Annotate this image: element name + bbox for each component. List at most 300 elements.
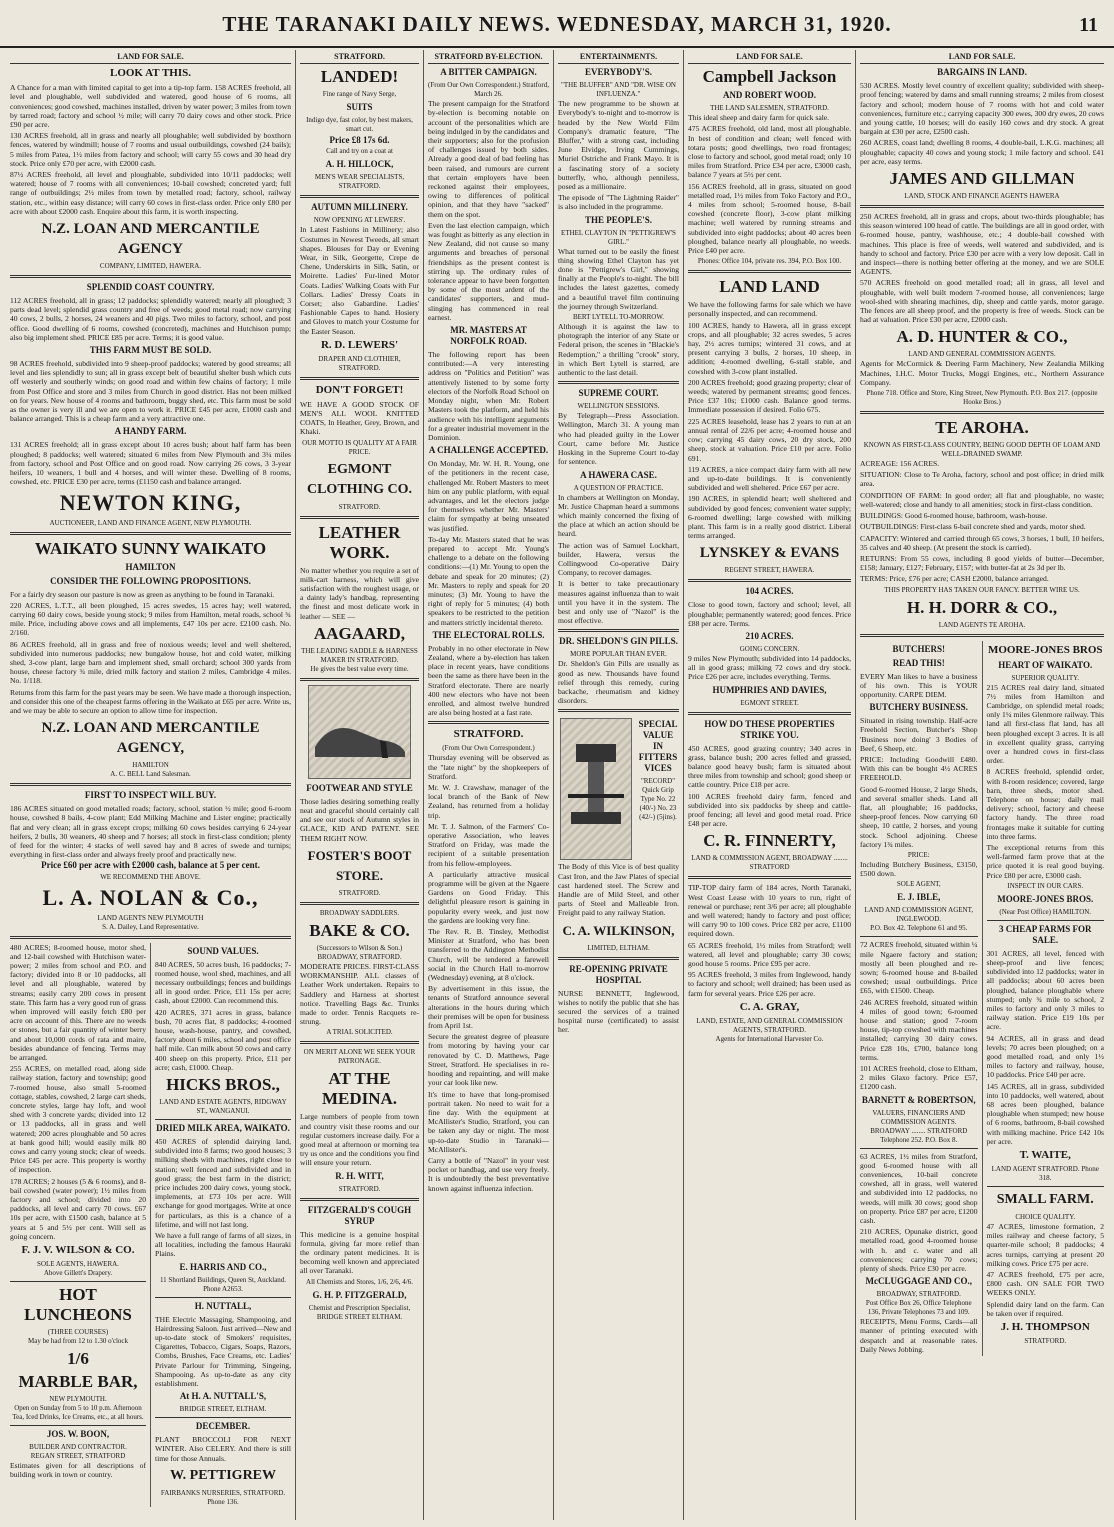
subheading: CHOICE QUALITY. xyxy=(1015,1213,1076,1222)
listing: 220 ACRES, L.T.T., all been ploughed, 15 acres swedes, 15 acres hay; well watered, carrying 60 dairy cows, beside young stock; 9 miles from Hamilton, metal roads, school ¾ mile. Price, including above cows and all implements, £47 10s per acre. £2100 cash. No. 2/160. xyxy=(10,600,291,638)
sub-column xyxy=(860,641,978,1357)
subheading: SUPERIOR QUALITY. xyxy=(1011,673,1080,682)
listing: OUTBUILDINGS: First-class 6-bail concrete shed and yards, motor shed. xyxy=(860,522,1086,532)
divider xyxy=(860,936,978,937)
text: All Chemists and Stores, 1/6, 2/6, 4/6. xyxy=(306,1277,413,1286)
heading: A HANDY FARM. xyxy=(114,426,187,437)
article-text: In chambers at Wellington on Monday, Mr. Justice Chapman heard a summons which mainly concerned the fixing of the place at which an action should be heard. xyxy=(558,492,679,539)
listing: SITUATION: Close to Te Aroha, factory, school and post office; in dried milk area. xyxy=(860,470,1104,489)
advertiser-sub: LIMITED, ELTHAM. xyxy=(587,943,650,952)
advertiser-sub: LAND & COMMISSION AGENT, BROADWAY ........ STRATFORD xyxy=(691,854,848,872)
listing: The exceptional returns from this well-farmed farm prove that at the price quoted it is real good buying. Price £80 per acre, £3000 cash. xyxy=(986,842,1104,880)
listing: 98 ACRES freehold, subdivided into 9 sheep-proof paddocks; watered by good streams; all level and lies splendidly to sun; all in grass except belt of beautiful shelter bush which cuts off westerly and southerly winds; on good road and within few chains of factory; 1 mile from Post Office and store and 3 miles from Church in good district. Has not been milked on for years. New house of 4 rooms and bathroom, buggy shed, etc. This farm must be sold as the owner is very ill and we are open to work it. PRICE £45 per acre, £1000 cash and balance arranged. This is a cheap farm and a very attractive one. xyxy=(10,359,291,424)
sub: Fine range of Navy Serge, xyxy=(322,90,397,99)
listing: 420 ACRES, 371 acres in grass, balance bush, 70 acres flat, 8 paddocks; 4-roomed house, wash-house, pantry, and cowshed, factory about 6 miles, school and post office half mile. Can milk about 50 cows and carry 400 sheep on this property. Price, £11 per acre; cash, £1000. Cheap. xyxy=(155,1007,291,1072)
shoe-illustration xyxy=(308,685,411,779)
advertiser-addr: REGAN STREET, STRATFORD xyxy=(30,1452,126,1461)
divider xyxy=(300,1198,419,1201)
phones: Phones: Office 104, private res. 394, P.O. Box 100. xyxy=(697,257,842,266)
listing: 94 ACRES, all in grass and dead levels; 70 acres been ploughed; on a good metalled road, and only 1½ miles to factory and railway, house, 10 paddocks. Price £40 per acre. xyxy=(986,1033,1104,1080)
rubric: LAND FOR SALE. xyxy=(860,50,1104,64)
agency-name: N.Z. LOAN AND MERCANTILE AGENCY xyxy=(41,221,260,258)
heading: FITZGERALD'S COUGH SYRUP xyxy=(307,1204,412,1226)
heading: LOOK AT THIS. xyxy=(109,67,191,80)
text: INSPECT IN OUR CARS. xyxy=(1007,881,1084,890)
text: ON MERIT ALONE WE SEEK YOUR PATRONAGE. xyxy=(303,1048,416,1066)
divider xyxy=(987,920,1105,921)
advertiser-sub: AUCTIONEER, LAND AND FINANCE AGENT, NEW PLYMOUTH. xyxy=(49,518,252,527)
text: Agents for McCormick & Deering Farm Machinery, New Zealandia Milking Machines, I.H.C. Motor Trucks, Moggi Engines, etc., Northern Assurance Company. xyxy=(860,359,1104,387)
text: This ideal sheep and dairy farm for quick sale. xyxy=(688,113,830,123)
advertiser-sub: SOLE AGENTS, HAWERA. xyxy=(37,1260,119,1269)
advertiser-name: MOORE-JONES BROS. xyxy=(997,893,1094,904)
advertiser-name: A. H. HILLOCK, xyxy=(325,159,394,170)
divider xyxy=(558,957,679,960)
subheading: BERT LYTELL TO-MORROW. xyxy=(572,313,665,322)
column-land-for-sale-left xyxy=(6,50,296,1520)
divider xyxy=(987,1186,1105,1187)
listing: 63 ACRES, 1½ miles from Stratford, good 6-roomed house with all conveniences, 10-bail concrete cowshed, all in grass, well watered and subdivided into 12 paddocks, no weeds, will milk 30 cows; good shop on property. Price £87 per acre, £1200 cash. xyxy=(860,1151,978,1226)
recommend: WE RECOMMEND THE ABOVE. xyxy=(100,872,201,881)
divider xyxy=(300,902,419,905)
heading: HEART OF WAIKATO. xyxy=(998,659,1093,670)
advertiser-sub: LAND, STOCK AND FINANCE AGENTS HAWERA xyxy=(904,192,1060,201)
text: Indigo dye, fast color, by best makers, smart cut. xyxy=(306,116,413,134)
divider xyxy=(860,634,1104,637)
heading: HOW DO THESE PROPERTIES STRIKE YOU. xyxy=(704,718,835,740)
listing: 8 ACRES freehold, splendid order, with 8-room residence; covered, large barn, three sheds, motor shed. Telephone on house; daily mail delivery; school, factory and cheese factory handy. The three road frontages make it suitable for cutting into three farms. xyxy=(986,767,1104,841)
listing: 9 miles New Plymouth; subdivided into 14 paddocks, all in good grass; milking 72 cows and dry stock. Price £26 per acre, includes everything. Terms. xyxy=(688,653,851,682)
advertiser-sub: Chemist and Prescription Specialist, BRIDGE STREET ELTHAM. xyxy=(308,1303,411,1321)
divider xyxy=(688,270,851,273)
divider xyxy=(300,1041,419,1044)
divider xyxy=(155,1417,291,1418)
listing: 72 ACRES freehold, situated within ¼ mile Ngaere factory and station; mostly all been ploughed and re-sown; 6-roomed house and 8-bailed cowshed; usual outbuildings. Price £65, with £1500. Cheap. xyxy=(860,940,978,996)
text: "RECORD" Quick Grip Type No. 22 (40/-) No. 23 (42/-) (5jins). xyxy=(639,777,677,822)
advertiser-sub: (Successors to Wilson & Son.) BROADWAY, STRATFORD. xyxy=(316,943,403,961)
divider xyxy=(10,275,291,278)
heading: THE PEOPLE'S. xyxy=(584,214,653,225)
subheading: GOING CONCERN. xyxy=(739,644,800,653)
vice-ad xyxy=(558,716,679,862)
heading: SUPREME COURT. xyxy=(578,388,659,399)
advertiser-sub: NEW PLYMOUTH. xyxy=(49,1395,107,1404)
advertiser-sub: DRAPER AND CLOTHIER, STRATFORD. xyxy=(318,354,401,372)
heading: DECEMBER. xyxy=(195,1421,251,1432)
split-row xyxy=(860,641,1104,1357)
rubric: LAND FOR SALE. xyxy=(10,50,291,64)
heading: FOOTWEAR AND STYLE xyxy=(306,782,413,793)
heading: AUTUMN MILLINERY. xyxy=(311,202,408,213)
listing: 178 ACRES; 2 houses (5 & 6 rooms), and 8-bail cowshed (water power); 1½ miles from factory and school; divided into 20 paddocks, all level and carry 70 cows. £67 10s per acre, with £1500 cash, balance at 5 years at 5 and 5½ per cent. Will sell as going concern. xyxy=(10,1176,146,1241)
column-stratford-ads xyxy=(296,50,424,1520)
newspaper-title: THE TARANAKI DAILY NEWS. WEDNESDAY, MARCH 31, 1920. xyxy=(222,12,892,36)
price: Price £8 17s 6d. xyxy=(329,135,390,146)
advertiser-sub: STRATFORD. xyxy=(338,1184,381,1193)
heading: SPECIAL VALUE IN FITTERS VICES xyxy=(638,719,678,774)
listing: 156 ACRES freehold, all in grass, situated on good metalled road, 1½ miles from Toko Factory and P.O., 4 miles from school; 5-roomed house, 8-bail cowshed (concrete floor), 3-cow plant milking machine; well watered by running streams and subdivided into eight paddocks; about 40 acres been ploughed, balance nearly all ploughable, no weeds. Price £40 per acre. xyxy=(688,181,851,256)
advertiser-name: BARNETT & ROBERTSON, xyxy=(861,1094,976,1105)
listing: CAPACITY: Wintered and carried through 65 cows, 3 horses, 1 bull, 10 heifers, 35 calves and 40 sheep. (At present the stock is carried). xyxy=(860,533,1104,552)
text: Splendid dairy land on the farm. Can be taken over if required. xyxy=(986,1299,1104,1318)
advertiser-sub: LAND, ESTATE, AND GENERAL COMMISSION AGENTS, STRATFORD. xyxy=(696,1016,843,1034)
text: Large numbers of people from town and country visit these rooms and our regular customers increase daily. For a good meal at afternoon or morning tea try us once and the conditions you find will ensure your return. xyxy=(300,1112,419,1168)
article-text: The Rev. R. B. Tinsley, Methodist Minister at Stratford, who has been transferred to the Addington Methodist Church, will be tendered a farewell social in the Church Hall to-morrow (Wednesday) evening, at 8 o'clock. xyxy=(428,927,549,983)
listing: 255 ACRES, on metalled road, along side railway station, factory and township; good 7-roomed house, also small 5-roomed cottage, stables, cowshed, 2 large cart sheds, concrete styles, large hay loft, and wool shed with 3 concrete yards; divided into 12 or 13 paddocks, all in grass and well watered; 200 acres ploughable and 50 acres at bank good hill; would easily milk 80 cows and carry young stock; clear of weeds. Price £45 per acre. This property is worthy of inspection. xyxy=(10,1064,146,1175)
agency-sub: COMPANY, LIMITED, HAWERA. xyxy=(99,262,202,271)
divider xyxy=(860,411,1104,414)
advertiser-sub: STRATFORD. xyxy=(338,888,381,897)
advertiser-sub: LAND AGENT STRATFORD. Phone 318. xyxy=(991,1165,1099,1183)
divider xyxy=(10,1281,146,1282)
listing: BUILDINGS: Good 6-roomed house, bathroom, wash-house. xyxy=(860,511,1048,521)
advertiser-name: JAMES AND GILLMAN xyxy=(889,169,1075,189)
advertiser-sub: THE LAND SALESMEN, STRATFORD. xyxy=(710,104,829,113)
advertiser-name: H. H. DORR & CO., xyxy=(906,597,1058,617)
advertiser-sub: STRATFORD. xyxy=(1024,1337,1067,1346)
listing: 186 ACRES situated on good metalled roads; factory, school, station ½ mile; good 6-room house, cowshed 8 bails, 4-cow plant; Edd Milking Machine and Lister engine; practically flat and very clean; all in grass except crops; milking 60 cows besides carrying 6 24-year heifers, 2 bulls, 30 weaners, 40 sheep and 7 horses; all stock in first-class condition; plenty of feed for the winter; 4 stacks of well saved hay and 8 acres of swede and turnips; everything in first-class order and always freely proof and practically new. xyxy=(10,804,291,860)
article-text: The action was of Samuel Lockhart, builder, Hawera, versus the Collingwood Co-operative Dairy Company, to recover damages. xyxy=(558,540,679,578)
advertiser-name: FOSTER'S BOOT STORE. xyxy=(307,847,412,883)
listing: 101 ACRES freehold, close to Eltham, 2 miles Glaxo factory. Price £57, £1200 cash. xyxy=(860,1064,978,1092)
article-text: It's time to have that long-promised portrait taken. No need to wait for a fine day. With the equipment at McAllister's Studio, Stratford, you can be taken any day or night. The most up-to-date Studio in Taranaki—McAllister's. xyxy=(428,1089,549,1154)
heading: SUITS xyxy=(346,102,373,113)
sub: (THREE COURSES) xyxy=(47,1328,109,1337)
subheading: ETHEL CLAYTON IN "PETTIGREW'S GIRL." xyxy=(561,228,676,246)
listing: 100 ACRES, handy to Hawera, all in grass except crops, and all ploughable; 32 acres swedes, 5 acres hay, 2½ acres turnips; wintered 31 cows, and at present carrying 3 bulls, 2 horses, 10 sheep, in addition; 4-roomed dwelling, 6-stall stable, and cowshed with 3-cow plant installed. xyxy=(688,320,851,376)
text: PRICE: xyxy=(907,850,930,859)
listing: 86 ACRES freehold, all in grass and free of noxious weeds; level and well sheltered, subdivided into numerous paddocks; new bungalow house, hot and cold water, milking shed, 3-cow plant, large barn and implement shed, small orchard; school 300 yards from house, cheese factory ¾ mile, dried milk factory and station 2 miles, Cambridge 4 miles. No. 1/118. xyxy=(10,639,291,686)
heading: EVERYBODY'S. xyxy=(585,67,652,78)
article-text: On Monday, Mr. W. H. R. Young, one of the petitioners in the recent case, challenged Mr. Robert Masters to meet him on any public platform, with equal advantages, and let the electors judge for themselves whether Mr. Masters' claim for sympathy at being unseated was justified. xyxy=(428,459,549,533)
heading: SPLENDID COAST COUNTRY. xyxy=(86,282,215,293)
subheading: MORE POPULAR THAN EVER. xyxy=(570,650,667,659)
dateline: (From Our Own Correspondent.) Stratford, March 26. xyxy=(428,81,549,99)
advertiser-sub: THE LEADING SADDLE & HARNESS MAKER IN STRATFORD. xyxy=(301,646,418,664)
price: 1/6 xyxy=(67,1349,89,1369)
subheading: "THE BLUFFER" AND "DR. WISE ON INFLUENZA." xyxy=(560,81,676,99)
columns xyxy=(6,50,1108,1520)
article-text: The new programme to be shown at Everybody's to-night and to-morrow is headed by the New World Film Company's dramatic feature, "The Bluffer," with a strong cast, including June Elvidge, Irving Cummings, Muriel Ostriche and Frank Mayo. It is a fascinating story of a society butterfly, who, although penniless, posed as a millionaire. xyxy=(558,99,679,192)
text: Situated in rising township. Half-acre Freehold Section, Butcher's Shop 'Business now doing' 3 Bodies of Beef, 6 Sheep, etc. xyxy=(860,716,978,753)
sub: NOW OPENING AT LEWERS'. xyxy=(313,216,406,225)
text: OUR MOTTO IS QUALITY AT A FAIR PRICE. xyxy=(302,438,417,456)
listing: 131 ACRES freehold; all in grass except about 10 acres bush; about half farm has been ploughed; 8 paddocks; well watered; situated 6 miles from New Plymouth and 3¼ miles from factory, school and Post Office and on good road. Now carrying 26 cows, 3 3-year heifers, 10 weaners, 1 bull and 4 horses, and will winter these. Dwelling of 8 rooms, cowshed, etc. PRICE £30 per acre, terms (£1150 cash and balance arranged. xyxy=(10,440,291,487)
text: MODERATE PRICES. FIRST-CLASS WORKMANSHIP. ALL classes of Leather Work undertaken. Repairs to Saddlery and Harness at shortest notice. Travelling Bags &c. Trunks made to order. Tennis Racquets re-strung. xyxy=(300,961,419,1027)
listing: PLANT BROCCOLI FOR NEXT WINTER. Also CELERY. And there is still time for those Annuals. xyxy=(155,1435,291,1463)
advertiser-sub: (Near Post Office) HAMILTON. xyxy=(999,907,1092,916)
subheading: A QUESTION OF PRACTICE. xyxy=(573,483,664,492)
divider xyxy=(300,678,419,681)
subheading: WELLINGTON SESSIONS. xyxy=(577,402,660,411)
heading: BUTCHERS! xyxy=(892,643,945,654)
divider xyxy=(860,1148,978,1149)
advertiser-phone: Phone 136. xyxy=(207,1497,239,1506)
text: We have the following farms for sale which we have personally inspected, and can recommend. xyxy=(688,300,851,319)
advertiser-name: AAGAARD, xyxy=(313,623,406,643)
advertiser-name: R. D. LEWERS' xyxy=(320,338,399,351)
text: No matter whether you require a set of milk-cart harness, which will give satisfaction with the roughest usage, or a dainty lady's handbag, representing the finest and most delicate work in leather — SEE — xyxy=(300,565,419,621)
advertiser-name: L. A. NOLAN & Co., xyxy=(42,884,259,910)
divider xyxy=(300,377,419,380)
column-by-election xyxy=(424,50,554,1520)
agency-name: N.Z. LOAN AND MERCANTILE AGENCY, xyxy=(41,720,260,757)
divider xyxy=(155,1119,291,1120)
heading: HOT LUNCHEONS xyxy=(24,1285,132,1325)
agency-sub: HAMILTON xyxy=(132,761,169,770)
shoe-icon xyxy=(310,702,410,762)
advertiser-name: Campbell Jackson xyxy=(702,67,837,87)
advertiser-sub: BROADWAY, STRATFORD. xyxy=(876,1290,961,1299)
advertiser-name: C. A. WILKINSON, xyxy=(562,922,675,938)
article-text: The Body of this Vice is of best quality Cast Iron, and the Jaw Plates of special cast hardened steel. The Screw and Handle are of Mild Steel, and other parts of Steel and Malleable Iron. Freight paid to any railway Station. xyxy=(558,862,679,918)
listing: 119 ACRES, a nice compact dairy farm with all new and up-to-date buildings. It is conveniently subdivided and well sheltered. Price £67 per acre. xyxy=(688,464,851,493)
heading: A BITTER CAMPAIGN. xyxy=(440,67,537,78)
divider xyxy=(688,579,851,582)
heading: LANDED! xyxy=(320,67,399,87)
article-text: The episode of "The Lightning Raider" is also included in the programme. xyxy=(558,193,679,212)
vice-icon xyxy=(566,734,626,844)
advertiser-name: W. PETTIGREW xyxy=(169,1467,277,1483)
heading: 210 ACRES. xyxy=(745,630,794,641)
listing: 530 ACRES. Mostly level country of excellent quality; subdivided with sheep-proof fencing; watered by dams and small running streams; 2 miles from closest factory and school; modern house of 7 rooms with hot and cold water conveniences, furniture etc.; carrying capacity 300 ewes, 300 dry ewes, 20 cows and young cattle, 10 horses; will do easily 160 cows and dry stock. A great bargain at £30 per acre, £2500 cash. xyxy=(860,81,1104,137)
advertiser-sub: EGMONT STREET. xyxy=(740,698,799,707)
article-text: Mr. W. J. Crawshaw, manager of the local branch of the Bank of New Zealand, has returned from a holiday trip. xyxy=(428,783,549,820)
text: Those ladies desiring something really neat and graceful should certainly call and see our stock of Autumn styles in GLACE, KID AND PATENT. SEE THEM RIGHT NOW. xyxy=(300,796,419,843)
advertiser-sub: Agents for International Harvester Co. xyxy=(715,1034,824,1043)
page-number: 11 xyxy=(1079,14,1098,36)
advertiser-addr: BRIDGE STREET, ELTHAM. xyxy=(179,1405,267,1414)
text: Including Butchery Business, £3150, £500 down. xyxy=(860,859,978,879)
sub-column xyxy=(10,943,146,1507)
advertiser-name: E. HARRIS AND CO., xyxy=(179,1261,267,1272)
heading: BUTCHERY BUSINESS. xyxy=(869,702,968,713)
heading: SMALL FARM. xyxy=(996,1192,1094,1208)
heading-waikato: WAIKATO SUNNY WAIKATO xyxy=(34,538,267,558)
article-text: What turned out to be easily the finest thing showing Ethel Clayton has yet done is "Pettigrew's Girl," showing finally at the People's to-night. The bill includes the latest gazettes, comedy and a beautiful travel film continuing the journey through Switzerland. xyxy=(558,246,679,311)
listing: We have a full range of farms of all sizes, in all localities, including the famous Hauraki Plains. xyxy=(155,1231,291,1259)
article-text: Mr. T. J. Salmon, of the Farmers' Co-operative Association, who leaves Stratford on Friday, was made the recipient of a suitable presentation from his fellow-employees. xyxy=(428,821,549,868)
advertiser-sub: FAIRBANKS NURSERIES, STRATFORD. xyxy=(160,1488,286,1497)
listing: 246 ACRES freehold, situated within 4 miles of good town; 6-roomed house and station; good 7-room house, tip-top cowshed with machines installed; carrying 30 dairy cows. Price £28 10s, £700, balance long terms. xyxy=(860,997,978,1062)
text: PRICE: Including Goodwill £480. With this can be bought 4½ ACRES FREEHOLD. xyxy=(860,754,978,783)
listing: 450 ACRES, good grazing country; 340 acres in grass, balance bush; 200 acres felled and grassed, balance good heavy bush; farm is situated about three miles from township and school; good sheep or cattle country. Price £18 per acre. xyxy=(688,743,851,790)
listing: A Chance for a man with limited capital to get into a tip-top farm. 158 ACRES freehold, all level and ploughable, well subdivided and watered, good house of 6 rooms, all conveniences; good cowshed, machines installed, driven by water power; 3 miles from town by tarred road; factory and school ½ mile; will carry 70 dairy cows and other stock. Price £90 per acre. xyxy=(10,83,291,130)
listing: 840 ACRES, 50 acres bush, 16 paddocks; 7-roomed house, wool shed, machines, and all necessary outbuildings; fences and buildings all in good order. Price, £11 15s per acre; cash, about £2000. Can recommend this. xyxy=(155,959,291,1006)
advertiser-sub: AND ROBERT WOOD. xyxy=(722,90,817,101)
advertiser-name: A. D. HUNTER & CO., xyxy=(896,327,1068,347)
advertiser-name: BAKE & CO. xyxy=(309,920,410,940)
heading: HAMILTON xyxy=(125,561,176,572)
listing: 475 ACRES freehold, old land, most all ploughable. In best of condition and clean; well fenced with totara posts; good dwellings, two road frontages; close to factory and school, good metal road; only 10 miles from Stratford. Price £34 per acre, £3000 cash, balance 7 years at 5½ per cent. xyxy=(688,124,851,180)
listing: Close to good town, factory and school; level, all ploughable; permanently watered; good fences. Price £88 per acre. Terms. xyxy=(688,600,851,628)
divider xyxy=(558,629,679,632)
listing: 260 ACRES, coast land; dwelling 8 rooms, 4 double-bail, L.K.G. machines; all ploughable; capacity 40 cows and young stock; 1 mile factory and school. £41 per acre, easy terms. xyxy=(860,138,1104,166)
text: This medicine is a genuine hospital formula, giving far more relief than the ordinary patent medicines. It is becoming well known and appreciated all over Taranaki. xyxy=(300,1229,419,1276)
listing: CONDITION OF FARM: In good order; all flat and ploughable, no waste; well-watered; close and handy to all amenities; stock in first-class condition. xyxy=(860,490,1104,509)
heading: 104 ACRES. xyxy=(745,586,794,597)
text: He gives the best value every time. xyxy=(310,664,409,673)
heading: A CHALLENGE ACCEPTED. xyxy=(428,445,549,456)
heading: TE AROHA. xyxy=(935,418,1029,438)
rubric: LAND FOR SALE. xyxy=(688,50,851,64)
listing: 95 ACRES freehold, 3 miles from Inglewood, handy to factory and school; well drained; has been used as farm for several years. Price £26 per acre. xyxy=(688,970,851,998)
listing: 65 ACRES freehold, 1½ miles from Stratford; well watered, all level and ploughable; carry 30 cows; good house 5 rooms. Price £95 per acre. xyxy=(688,940,851,968)
article-text: Thursday evening will be observed as the "late night" by the shopkeepers of Stratford. xyxy=(428,753,549,781)
heading: CONSIDER THE FOLLOWING PROPOSITIONS. xyxy=(50,575,251,586)
heading: A HAWERA CASE. xyxy=(580,469,657,480)
hours: Open on Sunday from 5 to 10 p.m. Afternoon Tea, Iced Drinks, Ice Creams, etc., at all hours. xyxy=(12,1404,144,1422)
text: EVERY Man likes to have a business of his own. This is YOUR opportunity. CARPE DIEM. xyxy=(860,671,978,699)
advertiser-sub: LAND AGENTS NEW PLYMOUTH xyxy=(97,913,204,922)
text: THIS PROPERTY HAS TAKEN OUR FANCY. BETTER WIRE US. xyxy=(884,585,1080,594)
advertiser-name: HICKS BROS., xyxy=(166,1075,280,1094)
text: WE HAVE A GOOD STOCK OF MEN'S ALL WOOL KNITTED COATS, In Heather, Grey, Brown, and Khaki. xyxy=(300,399,419,437)
listing: For a fairly dry season our pasture is now as green as anything to be found in Taranaki. xyxy=(10,589,275,599)
divider xyxy=(155,1297,291,1298)
article-text: Probably in no other electorate in New Zealand, where a by-election has taken place in recent years, have conditions been the same as there have been in the Stratford electorate. There are nearly 400 new electors who have not been enrolled, and almost twelve hundred are also being hosted at a fast rate. xyxy=(428,643,549,718)
divider xyxy=(558,709,679,712)
dateline: (From Our Own Correspondent.) xyxy=(442,744,535,753)
listing: 200 ACRES freehold; good grazing property; clear of weeds; watered by permanent streams; good fences. Price £37 10s; £1000 cash. Balance good terms. Immediate possession if desired. Folio 675. xyxy=(688,377,852,415)
advertiser-name: R. H. WITT, xyxy=(335,1170,384,1181)
divider xyxy=(300,516,419,519)
listing: Returns from this farm for the past years may be seen. We have made a thorough inspection, and consider this one of the cheapest farms offering in the Waikato at £65 per acre. Write us, and we may be able to secure an option to allow time for inspection. xyxy=(10,687,292,715)
heading: STRATFORD. xyxy=(453,728,524,741)
heading: DON'T FORGET! xyxy=(315,383,404,396)
advertiser-addr: P.O. Box 42. Telephone 61 and 95. xyxy=(870,924,968,933)
text: Call and try on a coat at xyxy=(326,147,393,156)
advertiser-sub: LAND AND ESTATE AGENTS, RIDGWAY ST., WANGANUI. xyxy=(159,1098,287,1115)
listing: 112 ACRES freehold, all in grass; 12 paddocks; splendidly watered; nearly all ploughed; 3 parts dead level; splendid grass country and free of weeds; good metal road; now carrying 40 cows, 2 bulls, 2 horses, 24 weaners and 40 pigs. Two miles to factory, school, and post office. Good dwelling of 6 rooms, cowshed (concreted), machines and Hutchison pump; also big implement shed. PRICE £85 per acre. Terms; it is good value. xyxy=(10,296,291,342)
advertiser-name: F. J. V. WILSON & CO. xyxy=(21,1244,135,1257)
vice-text xyxy=(637,716,679,862)
listing: Estimates given for all descriptions of building work in town or country. xyxy=(10,1461,146,1480)
article-text: A particularly attractive musical programme will be given at the Ngaere Gardens on Good Friday. This delightful pleasure resort is gaining in popularity every week, and just now the gardens are looking very fine. xyxy=(428,869,549,925)
divider xyxy=(300,195,419,198)
advertiser-sub: MEN'S WEAR SPECIALISTS, STRATFORD. xyxy=(314,173,405,191)
subheading: KNOWN AS FIRST-CLASS COUNTRY, BEING GOOD DEPTH OF LOAM AND WELL-DRAINED SWAMP. xyxy=(863,441,1101,459)
price-line: Price £60 per acre with £2000 cash, balance at 5 per cent. xyxy=(41,860,260,871)
advertiser-name: At H. A. NUTTALL'S, xyxy=(179,1391,267,1402)
rubric: ENTERTAINMENTS. xyxy=(558,50,679,64)
article-text: The present campaign for the Stratford by-election is becoming notable on account of the personalities which are being indulged in by the candidates and their supporters; also for the profusion of challenges issued by both sides. Already a good deal of bad feeling has been raised, and rumours are current that certain employers have been reckoned against their employees, owing to differences of political opinion, and that they have "sacked" them on the spot. xyxy=(428,99,549,219)
article-text: By advertisement in this issue, the tenants of Stratford announce several alterations in the hours during which their premises will be open for business from April 1st. xyxy=(428,984,549,1031)
article-text: Carry a bottle of "Nazol" in your vest pocket or handbag, and use very freely. It is undoubtedly the best preventative known against influenza infection. xyxy=(428,1155,549,1193)
heading: AT THE MEDINA. xyxy=(321,1069,398,1109)
text: SOLE AGENT, xyxy=(896,880,941,889)
divider xyxy=(10,936,291,939)
advertiser-name: EGMONT CLOTHING CO. xyxy=(306,461,412,497)
advertiser-sub: VALUERS, FINANCIERS AND COMMISSION AGENTS. xyxy=(872,1108,966,1126)
advertiser-addr: 11 Shortland Buildings, Queen St, Auckland. Phone A2653. xyxy=(159,1275,287,1293)
article-text: Dr. Sheldon's Gin Pills are usually as good as new. Thousands have found relief through this remedy, curing backache, rheumatism and kidney disorders. xyxy=(558,659,679,706)
split-row xyxy=(10,943,291,1507)
advertiser-sub: LAND AND GENERAL COMMISSION AGENTS. xyxy=(908,350,1056,359)
listing: 215 ACRES real dairy land, situated 7½ miles from Hamilton and Cambridge, on splendid metal roads; only 1¼ miles Glenmore railway. This land all first-class flat land, has all been ploughed except 3 acres. It is all in excellent quality grass, carrying over a hundred cows in first-class order. xyxy=(986,682,1104,766)
rubric: STRATFORD. xyxy=(300,50,419,64)
heading: THIS FARM MUST BE SOLD. xyxy=(89,345,212,356)
advertiser-name: HUMPHRIES AND DAVIES, xyxy=(712,684,827,695)
divider xyxy=(428,721,549,724)
column-land-for-sale-right xyxy=(856,50,1108,1520)
agency-names: A. C. BELL Land Salesman. xyxy=(110,770,191,779)
sub-column xyxy=(982,641,1105,1357)
advertiser-phone: Phone 718. Office and Store, King Street, New Plymouth. P.O. Box 217. (opposite Hooke Bros.) xyxy=(866,389,1098,407)
heading: MR. MASTERS AT NORFOLK ROAD. xyxy=(450,325,527,347)
article-text: Secure the greatest degree of pleasure from motoring by having your car renovated by C. D. Matthews, Page Street, Stratford. He specialises in re-hooding and repainting, and will make your car look like new. xyxy=(428,1032,549,1088)
advertiser-sub: BUILDER AND CONTRACTOR. xyxy=(29,1443,127,1452)
heading: DR. SHELDON'S GIN PILLS. xyxy=(559,636,678,647)
divider xyxy=(10,783,291,786)
heading: DRIED MILK AREA, WAIKATO. xyxy=(156,1123,290,1133)
advertiser-name: H. NUTTALL, xyxy=(194,1300,252,1311)
vice-illustration xyxy=(560,718,632,860)
advertiser-name: MOORE-JONES BROS xyxy=(987,643,1103,656)
listing: 450 ACRES of splendid dairying land, subdivided into 8 farms; two good houses; 3 milking sheds with machines, right close to station; well fenced and subdivided and in good grass; the best farm in the district; price includes 200 dairy cows, young stock, implements, at £73 10s per acre. Will exchange for good mortgages. Write at once for particulars, as this is a chance of a lifetime, and will not last long. xyxy=(155,1137,291,1229)
article-text: Even the last election campaign, which was fought as bitterly as any election in New Zealand, did not cause so many arguments and breaches of personal friendships as the present contest is stirring up. The ordinary rules of tolerance appear to have been forgotten by some of the most ardent of the candidates' supporters, and mud-slinging has commenced in real earnest. xyxy=(428,220,549,322)
heading: LAND LAND xyxy=(719,277,820,297)
heading: LEATHER WORK. xyxy=(318,522,401,562)
listing: ACREAGE: 156 ACRES. xyxy=(860,459,940,469)
advertiser-rep: S. A. Dailey, Land Representative. xyxy=(102,922,199,931)
listing: 145 ACRES, all in grass, subdivided into 10 paddocks, well watered, about 68 acres been ploughed, balance ploughable when stumped; new house of 6 rooms, bathroom, 8-bail cowshed with milking machine. Price £42 10s per acre. xyxy=(986,1081,1104,1146)
heading: READ THIS! xyxy=(892,657,945,668)
advertiser-sub: STRATFORD. xyxy=(338,502,381,511)
listing: 210 ACRES, Opunake district, good metalled road, good 4-roomed house with h. and c. water and all conveniences; carrying 70 cows; plenty of sheds. Price £30 per acre. xyxy=(860,1227,978,1274)
listing: 570 ACRES freehold on good metalled road; all in grass, all level and ploughable, with well built modern 7-roomed house, all conveniences; large wool-shed with shearing machines, dip, sheep and cattle yards, motor garage. The fences are all sheep proof, and the property is free of weeds. Stock can be had at valuation. Price £30 per acre, £2000 cash. xyxy=(860,278,1104,325)
advertiser-name: E. J. IBLE, xyxy=(897,892,941,903)
rubric: STRATFORD BY-ELECTION. xyxy=(428,50,549,64)
heading: BARGAINS IN LAND. xyxy=(937,67,1027,78)
divider xyxy=(688,712,851,715)
advertiser-name: LYNSKEY & EVANS xyxy=(699,545,840,562)
divider xyxy=(10,1425,146,1426)
text: RECEIPTS, Menu Forms, Cards—all manner of printing executed with despatch and at reasonable rates. Daily News Jobbing. xyxy=(860,1317,978,1354)
listing: THE Electric Massaging, Shampooing, and Hairdressing Saloon. Just arrived—New and up-to-date stock of Smokers' requisites, Cigarettes, Tobacco, Cigars, Soaps, Razors, Combs, Brushes, Face Creams, etc. Ladies' Private Parlour for Trimming, Singeing, Shampooing. As up-to-date as any city establishment. xyxy=(155,1314,291,1389)
hours: May be had from 12 to 1.30 o'clock xyxy=(27,1337,129,1346)
advertiser-name: G. H. P. FITZGERALD, xyxy=(312,1289,407,1300)
listing: 301 ACRES, all level, fenced with sheep-proof and live fences; subdivided into 12 paddocks; water in all paddocks; about 60 acres been ploughed, balance ploughable where stumped; only ¾ mile to school, 2 miles to factory and only 3 miles to railway station. Price £19 10s per acre. xyxy=(986,948,1104,1032)
advertiser-name: MARBLE BAR, xyxy=(18,1372,138,1392)
divider xyxy=(10,532,291,535)
advertiser-name: NEWTON KING, xyxy=(59,489,242,515)
listing: 480 ACRES; 8-roomed house, motor shed, and 12-bail cowshed with Hutchison water-power; 2 miles from school and P.O. and factory; divided into 8 or 10 paddocks, all level and all ploughable, watered by streams; easily carry 200 cows in present state. This farm has a very good run of grass when improved will easily fetch £80 per acre on account of this. There are no weeds or stones, but a fair quantity of winter berry and about 10,000 cords of rata and maire, besides abundance of fencing. Terms may be arranged. xyxy=(10,942,146,1062)
listing: TERMS: Price, £76 per acre; CASH £2000, balance arranged. xyxy=(860,574,1049,584)
article-text: It is better to take precautionary measures against influenza than to wait until you have it in the system. The best and only use of "Nazol" is the most effective. xyxy=(558,579,679,626)
sub-column xyxy=(150,943,291,1507)
advertiser-name: JOS. W. BOON, xyxy=(46,1429,110,1440)
article-text: Although it is against the law to photograph the interior of any State or Federal prison, the scenes in "Blackie's Redemption," a thrilling "crook" story, in which Bert Lytell is starred, are authentic to the last detail. xyxy=(558,322,679,378)
column-entertainments xyxy=(554,50,684,1520)
divider xyxy=(558,381,679,384)
heading: 3 CHEAP FARMS FOR SALE. xyxy=(998,923,1092,945)
listing: 250 ACRES freehold, all in grass and crops, about two-thirds ploughable; has this season wintered 100 head of cattle. The buildings are all in good order, with 6-roomed house, pantry, washhouse, etc.; 4 double-bail cowshed with machines. This place is free of weeds, well watered and subdivided, and is handy to school and factory. Price £30 per acre with a very low deposit. Call in and inspect—there is nothing better offering at the money, and we are SOLE AGENTS. xyxy=(860,212,1104,277)
listing: 87½ ACRES freehold, all level and ploughable, subdivided into 10/11 paddocks; well watered; house of 7 rooms with all conveniences; 10-bail cowshed; concreted yard; full range of outbuildings; 2½ miles from town by metalled road; factory, school, railway station, etc., within easy distance; will carry 60 cows in first-class order. Price only £80 per acre with about £2000 cash. Enquire about this farm, it is worth inspecting. xyxy=(10,170,291,216)
listing: 47 ACRES freehold, £75 per acre, £800 cash. ON SALE FOR TWO WEEKS ONLY. xyxy=(986,1270,1104,1298)
article-text: NURSE BENNETT, Inglewood, wishes to notify the public that she has secured the services of a trained hospital nurse (certificated) to assist her. xyxy=(558,988,679,1035)
listing: RETURNS: From 55 cows, including 8 good yields of butter—December, £158; January, £127; February, £157; with butter-fat at 2s 3d per lb. xyxy=(860,553,1104,573)
advertiser-sub: LAND AND COMMISSION AGENT, INGLEWOOD. xyxy=(864,906,974,924)
text: Good 6-roomed House, 2 large Sheds, and several smaller sheds. Land all flat, all ploughable; 16 paddocks, sheep-proof fences. Now carrying 60 sheep, 10 cattle, 2 horses, and young stock. School adjoining. Cheese factory 1¾ miles. xyxy=(860,784,978,849)
advertiser-name: C. R. FINNERTY, xyxy=(703,831,836,851)
heading: FIRST TO INSPECT WILL BUY. xyxy=(84,790,217,801)
text: A TRIAL SOLICITED. xyxy=(326,1028,393,1037)
listing: TIP-TOP dairy farm of 184 acres, North Taranaki, West Coast Lease with 10 years to run, right of renewal or purchase; rent 3/6 per acre; all ploughable and well watered; handy to factory and post office; will carry 90 to 100 cows. Price £82 per acre, £1100 required down. xyxy=(688,883,851,939)
advertiser-name: C. A. GRAY, xyxy=(739,1000,800,1013)
article-text: To-day Mr. Masters stated that he was prepared to accept Mr. Young's challenge to a debate on the following conditions:—(1) Mr. Young to open the debate and speak for 20 minutes; (2) Mr. Masters to reply and speak for 20 minutes; (3) Mr. Young to have the right of reply for 5 minutes; (4) both speakers to be restricted to the petition and matters strictly incidental thereto. xyxy=(428,534,549,627)
listing: 130 ACRES freehold, all in grass and nearly all ploughable; well subdivided by boxthorn fences, watered by windmill; house of 7 rooms and usual outbuildings, cowshed (24 bails); 5 miles from Patea, 1½ miles from factory and school; will carry 55 cows and 30 head dry stock. Price only £70 per acre, with £2000 cash. xyxy=(10,131,291,168)
